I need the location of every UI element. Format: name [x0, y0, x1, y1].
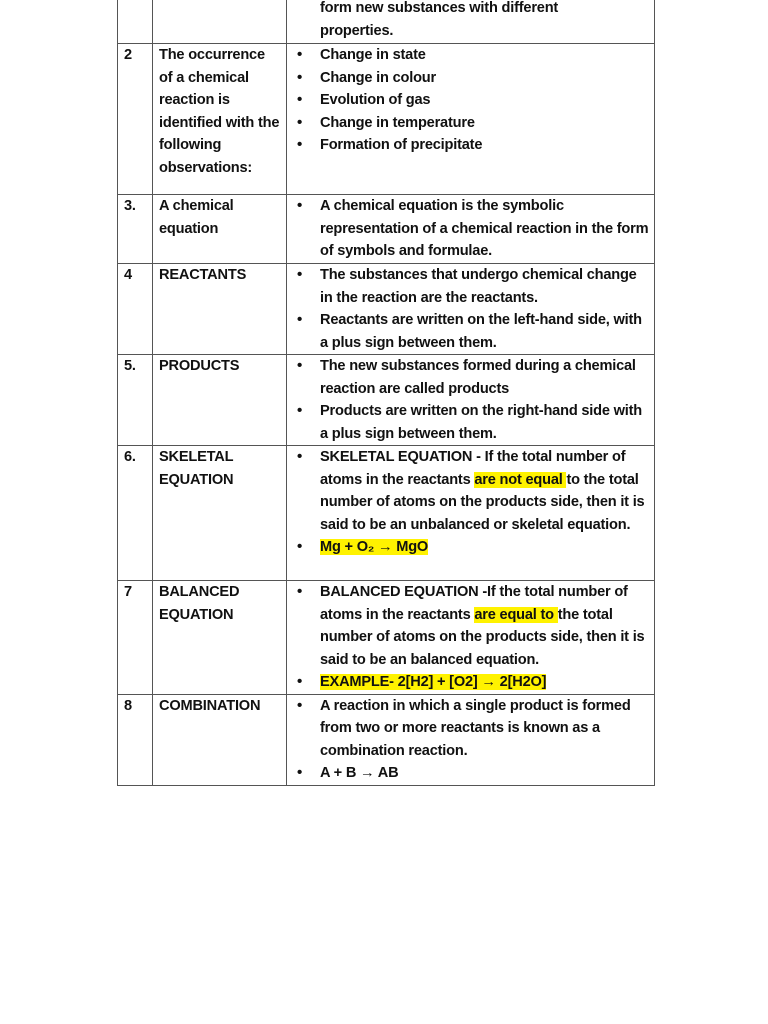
bullet-list [293, 695, 649, 785]
row-number: 8 [118, 694, 153, 785]
row-number: 4 [118, 264, 153, 355]
chemical-reactions-notes-table [117, 0, 655, 786]
row-description [287, 355, 655, 446]
list-item: • A chemical equation is the symbolic representation of a chemical reaction in the form of symbols and formulae. [293, 195, 649, 263]
table-row [118, 355, 655, 446]
bullet-list [293, 44, 649, 157]
row-term: COMBINATION [153, 694, 287, 785]
table-row [118, 581, 655, 695]
list-item: • Formation of precipitate [293, 134, 649, 157]
row-term: The occurrence of a chemical reaction is identified with the following observations: [153, 44, 287, 195]
row-term: A chemical equation [153, 195, 287, 264]
row-term: PRODUCTS [153, 355, 287, 446]
list-item: • Products are written on the right-hand side with a plus sign between them. [293, 400, 649, 445]
row-description [287, 44, 655, 195]
row-description [287, 694, 655, 785]
list-item [293, 671, 649, 694]
definition-text: BALANCED EQUATION -If the total number of atoms in the reactants [320, 584, 628, 623]
definition-text: to the total number of atoms on the products side, then it is said to be an unbalanced or skeletal equation. [320, 471, 645, 533]
row-description [287, 195, 655, 264]
row-number: 2 [118, 44, 153, 195]
table-row [118, 694, 655, 785]
bullet-list [293, 264, 649, 354]
row-number: 5. [118, 355, 153, 446]
table-row [118, 0, 655, 44]
list-item [293, 581, 649, 671]
row-number: 6. [118, 446, 153, 581]
highlighted-text: are equal to [474, 606, 558, 623]
highlighted-equation: EXAMPLE- 2[H2] + [O2] → 2[H2O] [320, 674, 547, 690]
table-row [118, 264, 655, 355]
list-item: • A + B → AB [293, 762, 649, 785]
bullet-list [293, 195, 649, 263]
list-item: • Change in temperature [293, 112, 649, 135]
row-number [118, 0, 153, 44]
list-item [293, 536, 649, 559]
row-description [287, 0, 655, 44]
row-description [287, 581, 655, 695]
definition-text: SKELETAL EQUATION - If the total number of atoms in the reactants [320, 449, 626, 488]
row-description [287, 264, 655, 355]
list-item: • The new substances formed during a chemical reaction are called products [293, 355, 649, 400]
list-item: • Reactants are written on the left-hand side, with a plus sign between them. [293, 309, 649, 354]
list-item: • Change in state [293, 44, 649, 67]
list-item: • Evolution of gas [293, 89, 649, 112]
bullet-list [293, 446, 649, 559]
list-item [293, 446, 649, 536]
table-row [118, 446, 655, 581]
row-description [287, 446, 655, 581]
row-term: BALANCED EQUATION [153, 581, 287, 695]
bullet-list [293, 355, 649, 445]
row-term: SKELETAL EQUATION [153, 446, 287, 581]
table-row [118, 195, 655, 264]
list-item: • A reaction in which a single product is formed from two or more reactants is known as a combination reaction. [293, 695, 649, 763]
highlighted-text: are not equal [474, 471, 567, 488]
highlighted-equation: Mg + O₂ → MgO [320, 539, 429, 555]
bullet-list [293, 581, 649, 694]
definition-text: the total number of atoms on the products side, then it is said to be an balanced equation. [320, 606, 645, 668]
row-number: 3. [118, 195, 153, 264]
row-term: REACTANTS [153, 264, 287, 355]
list-item: • The substances that undergo chemical change in the reaction are the reactants. [293, 264, 649, 309]
row-term [153, 0, 287, 44]
list-item: • Change in colour [293, 67, 649, 90]
table-row [118, 44, 655, 195]
continuation-line: form new substances with different [320, 0, 559, 16]
continuation-line: properties. [320, 22, 394, 39]
row-number: 7 [118, 581, 153, 695]
